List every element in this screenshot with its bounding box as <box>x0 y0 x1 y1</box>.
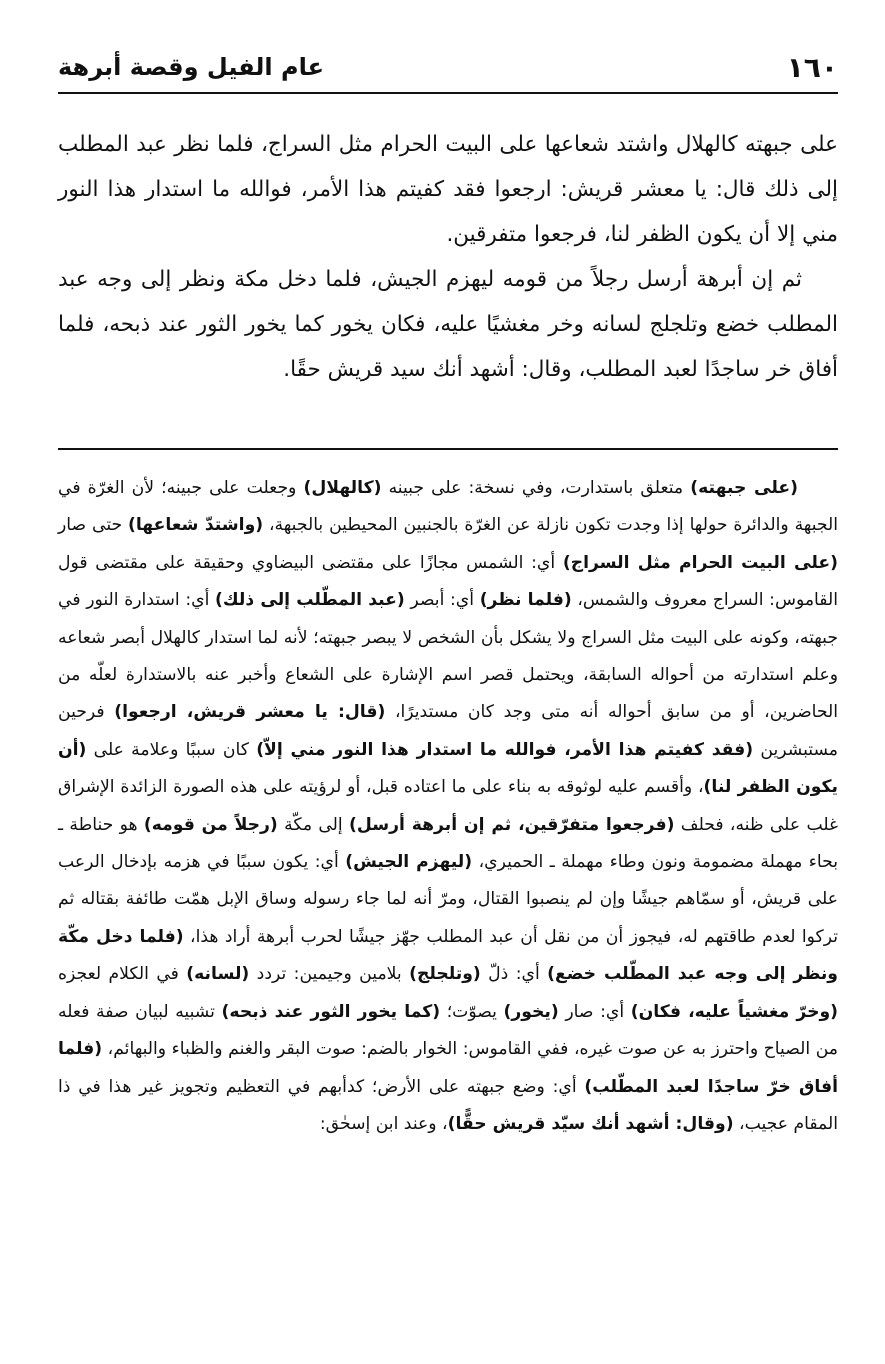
commentary-text: أي: يكون سببًا في هزمه بإدخال الرعب على قريش، أو سمّاهم جيشًا وإن لم ينصبوا القتال، ومرّ أنه لما جاء رسوله وساق الإبل همّت طائفة بقتاله ثم تركوا لعدم طاقتهم له، فيجوز أن من نقل أن عبد المطلب جهّز جيشًا لحرب أبرهة أراد هذا، <box>58 852 838 947</box>
quoted-phrase: (كالهلال) <box>303 478 382 498</box>
quoted-phrase: (أن يكون الظفر لنا) <box>58 739 839 798</box>
commentary-text: أي: الشمس مجازًا على مقتضى البيضاوي وحقيقة على مقتضى قول القاموس: السراج معروف والشمس، <box>58 552 838 611</box>
commentary-text: أي: أبصر <box>404 590 480 611</box>
commentary-text: إلى مكّة <box>277 814 349 835</box>
commentary-text: ، وعند ابن إسحٰق: <box>319 1113 448 1134</box>
commentary-text: حتى صار <box>58 515 128 536</box>
commentary-paragraph <box>58 470 838 1143</box>
main-paragraph: على جبهته كالهلال واشتد شعاعها على البيت الحرام مثل السراج، فلما نظر عبد المطلب إلى ذلك قال: يا معشر قريش: ارجعوا فقد كفيتم هذا الأمر، فوالله ما استدار هذا النور مني إلا أن يكون الظفر لنا، فرجعوا متفرقين. <box>58 132 838 247</box>
commentary-text: بلامين وجيمين: تردد <box>249 964 410 985</box>
commentary-text: تشبيه لبيان صفة فعله من الصياح واحترز به عن صوت غيره، ففي القاموس: الخوار بالضم: صوت البقر والغنم والظباء والبهائم، <box>58 1001 838 1060</box>
commentary-text: وجعلت على جبينه؛ لأن الغرّة في الجبهة والدائرة حولها إذا وجدت تكون نازلة عن الغرّة بالجنبين المحيطين بالجبهة، <box>58 478 838 536</box>
commentary <box>58 470 838 1143</box>
section-divider <box>58 448 838 450</box>
main-paragraph: ثم إن أبرهة أرسل رجلاً من قومه ليهزم الجيش، فلما دخل مكة ونظر إلى وجه عبد المطلب خضع وتلجلج لسانه وخر مغشيًا عليه، فكان يخور كما يخور الثور عند ذبحه، فلما أفاق خر ساجدًا لعبد المطلب، وقال: أشهد أنك سيد قريش حقًا. <box>58 267 838 382</box>
quoted-phrase: (ليهزم الجيش) <box>345 852 473 873</box>
commentary-text: يصوّت؛ <box>440 1001 504 1022</box>
quoted-phrase: (فلما نظر) <box>479 590 572 611</box>
page-number: ١٦٠ <box>786 50 838 84</box>
commentary-text: متعلق باستدارت، وفي نسخة: على جبينه <box>381 478 691 498</box>
quoted-phrase: (وخرّ مغشياً عليه، فكان) <box>630 1001 839 1022</box>
commentary-text: هو حناطة ـ بحاء مهملة مضمومة ونون وطاء مهملة ـ الحميري، <box>58 814 839 873</box>
quoted-phrase: (فلما دخل مكّة ونظر إلى وجه عبد المطّلب خضع) <box>58 926 838 985</box>
commentary-text: في الكلام لعجزه <box>58 964 187 985</box>
running-title: عام الفيل وقصة أبرهة <box>58 53 324 81</box>
quoted-phrase: (واشتدّ شعاعها) <box>128 515 264 536</box>
commentary-text: فرحين مستبشرين <box>58 702 839 760</box>
page-header <box>58 42 838 94</box>
quoted-phrase: (لسانه) <box>186 964 250 985</box>
quoted-phrase: (يخور) <box>503 1001 559 1022</box>
quoted-phrase: (فقد كفيتم هذا الأمر، فوالله ما استدار هذا النور مني إلاّ) <box>256 739 754 760</box>
quoted-phrase: (على جبهته) <box>690 478 798 498</box>
commentary-text: ، وأقسم عليه لوثوقه به بناء على ما اعتاده قبل، أو لرؤيته على هذه الصورة الزائدة الإشراق غلب على ظنه، فحلف <box>58 777 838 835</box>
quoted-phrase: (وقال: أشهد أنك سيّد قريش حقًّا) <box>447 1113 734 1134</box>
quoted-phrase: (عبد المطّلب إلى ذلك) <box>215 590 405 611</box>
quoted-phrase: (فرجعوا متفرّقين، ثم إن أبرهة أرسل) <box>349 814 675 835</box>
commentary-text: أي: وضع جبهته على الأرض؛ كدأبهم في التعظيم وتجويز غير هذا في ذا المقام عجيب، <box>58 1076 838 1134</box>
commentary-text: كان سببًا وعلامة على <box>86 739 257 760</box>
quoted-phrase: (على البيت الحرام مثل السراج) <box>562 552 838 573</box>
quoted-phrase: (كما يخور الثور عند ذبحه) <box>221 1001 441 1022</box>
commentary-text: أي: ذلّ <box>480 964 548 985</box>
quoted-phrase: (وتلجلج) <box>409 964 481 985</box>
quoted-phrase: (قال: يا معشر قريش، ارجعوا) <box>114 702 386 723</box>
main-text <box>58 122 838 392</box>
commentary-text: أي: صار <box>558 1001 631 1022</box>
quoted-phrase: (رجلاً من قومه) <box>143 814 278 835</box>
commentary-text: أي: استدارة النور في جبهته، وكونه على البيت مثل السراج ولا يشكل بأن الشخص لا يبصر جبهته؛ لأنه لما استدار كالهلال أبصر شعاعه وعلم استدارته من أحواله السابقة، ويحتمل قصر اسم الإشارة على الشعاع وأخبر عنه بالاستدارة لعلّه من الحاضرين، أو من سابق أحواله أنه متى وجد كان مستديرًا، <box>58 590 839 723</box>
quoted-phrase: (فلما أفاق خرّ ساجدًا لعبد المطّلب) <box>58 1039 838 1097</box>
